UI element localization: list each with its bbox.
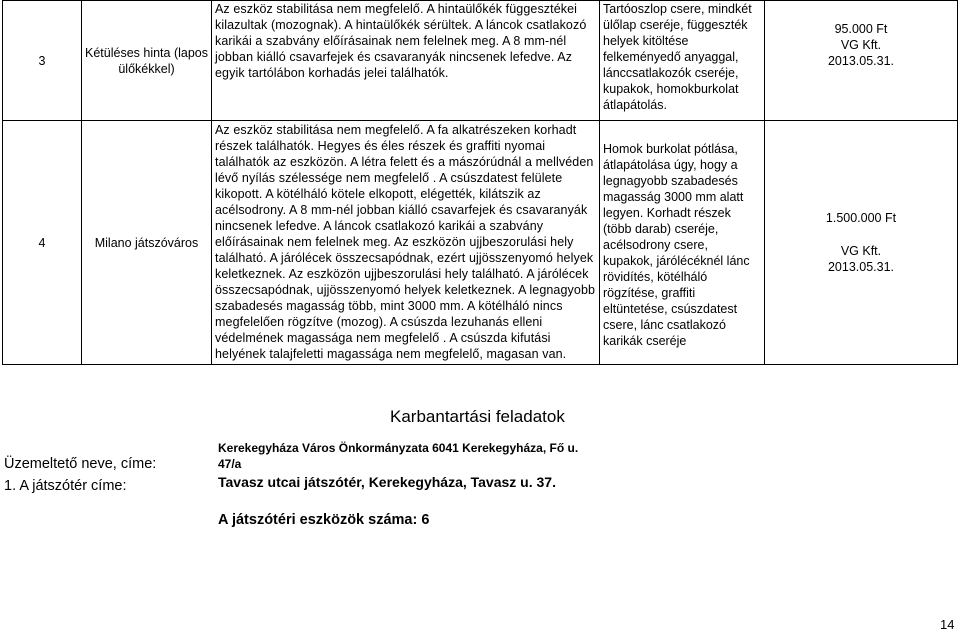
table-row bbox=[3, 1, 958, 121]
defect-text: Az eszköz stabilitása nem megfelelő. A hintaülőkék függesztékei kilazultak (mozognak). A hintaülőkék sérültek. A láncok csatlakozó karikái a szabvány előírásainak nem felelnek meg. A 8 mm-nél jobban kiálló csavarfejek és csavaranyák nincsenek lefedve. Az egyik tartólábon korhadás jelei találhatók. bbox=[215, 2, 587, 80]
operator-value: Kerekegyháza Város Önkormányzata 6041 Kerekegyháza, Fő u. 47/a bbox=[218, 441, 579, 471]
deadline: VG Kft. 2013.05.31. bbox=[827, 38, 895, 68]
defect-description bbox=[212, 1, 600, 121]
row-number: 4 bbox=[3, 121, 82, 365]
defect-description bbox=[212, 121, 600, 365]
repair-tasks: Homok burkolat pótlása, átlapátolása úgy, hogy a legnagyobb szabadesés magasság 3000 mm alatt legyen. Korhadt részek (több darab) cseréje, acélsodrony csere, kupakok, járólécéknél lánc rövidítés, kötélháló rögzítése, graffiti eltüntetése, csúszdatest csere, lánc csatlakozó karikák cseréje bbox=[600, 121, 765, 365]
playground-address-label: 1. A játszótér címe: bbox=[4, 478, 127, 494]
row-number: 3 bbox=[3, 1, 82, 121]
operator-label: Üzemeltető neve, címe: bbox=[4, 456, 157, 472]
cost-amount: 1.500.000 Ft bbox=[825, 211, 897, 225]
equipment-name: Milano játszóváros bbox=[82, 121, 212, 365]
cost-amount: 95.000 Ft bbox=[834, 22, 888, 36]
inspection-table bbox=[2, 0, 958, 365]
section-title: Karbantartási feladatok bbox=[390, 407, 565, 426]
cost-cell bbox=[765, 121, 958, 365]
equipment-name: Kétüléses hinta (lapos ülőkékkel) bbox=[82, 1, 212, 121]
page-number: 14 bbox=[940, 617, 955, 632]
repair-tasks: Tartóoszlop csere, mindkét ülőlap cseréje, függeszték helyek kitöltése felkeményedő anyaggal, lánccsatlakozók cseréje, kupakok, homokburkolat átlapátolás. bbox=[600, 1, 765, 121]
defect-text: Az eszköz stabilitása nem megfelelő. A fa alkatrészeken korhadt részek találhatók. Hegyes és éles részek és graffiti nyomai találhatók az eszközön. A létra felett és a mászórúdnál a mellvéden lévő nyílás szélessége nem megfelelő . A csúszdatest felülete kikopott. A kötélháló kötele elkopott, elégették, kilátszik az acélsodrony. A 8 mm-nél jobban kiálló csavarfejek és csavaranyák nincsenek lefedve. A láncok csatlakozó karikái a szabvány előírásainak nem felelnek meg. Az eszközön ujjbeszorulási hely található. A járólécek összecsapódnak, ezért ujjösszenyomó helyek keletkeznek. Az eszközön ujjbeszorulási hely található. A járólécek összecsapódnak, ujjösszenyomó helyek keletkeznek. A legnagyobb szabadesés magasság több, mint 3000 mm. A kötélháló nincs megfelelően rögzítve (mozog). A csúszda lezuhanás elleni védelmének magassága nem megfelelő . A csúszda kifutási helyének talajfeletti magassága nem megfelelő, magasan van. bbox=[215, 123, 596, 361]
equipment-count: A játszótéri eszközök száma: 6 bbox=[218, 512, 430, 528]
deadline: VG Kft. 2013.05.31. bbox=[827, 244, 895, 274]
table-row bbox=[3, 121, 958, 365]
playground-address-value: Tavasz utcai játszótér, Kerekegyháza, Tavasz u. 37. bbox=[218, 474, 556, 490]
cost-cell bbox=[765, 1, 958, 121]
